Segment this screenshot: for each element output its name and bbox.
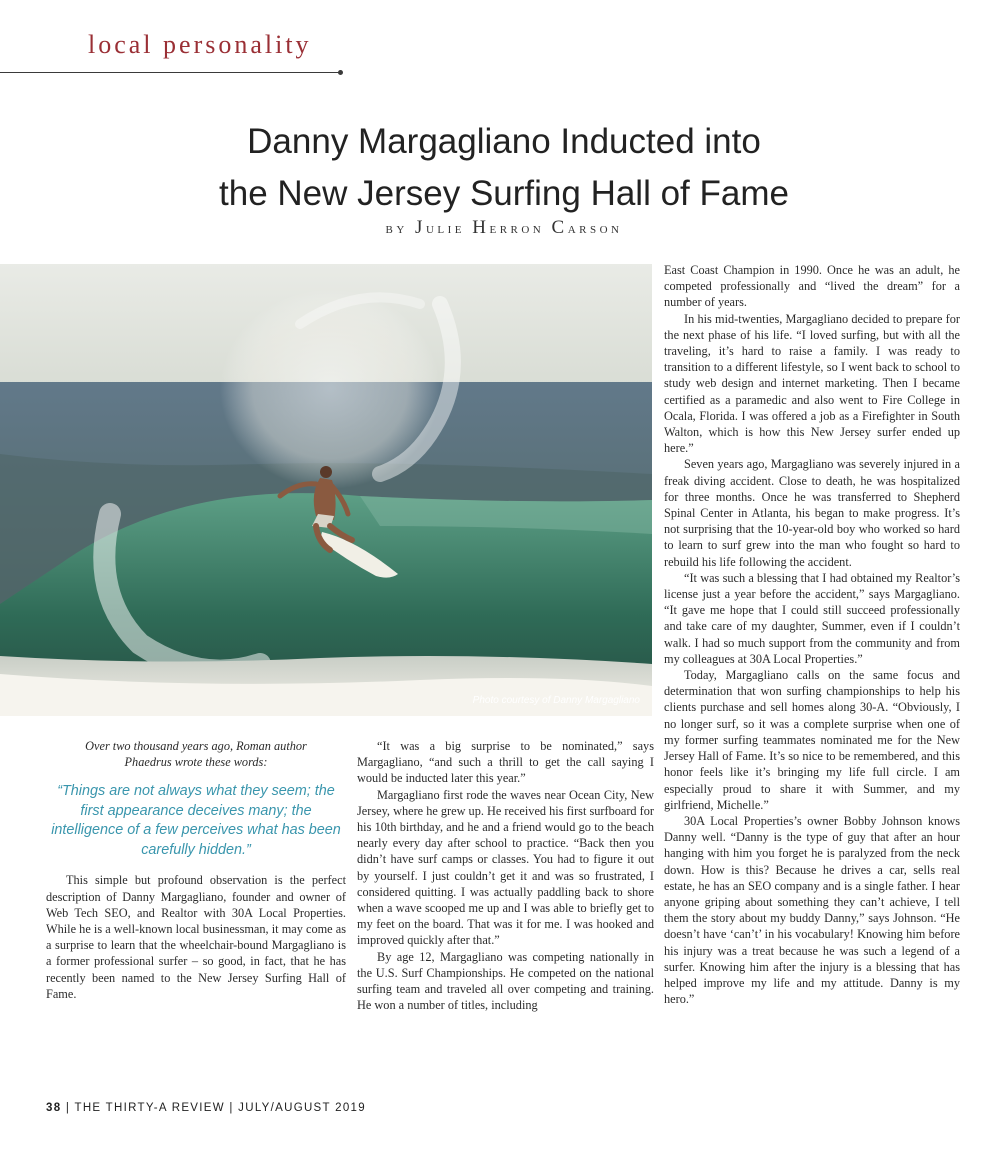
epigraph-intro: Over two thousand years ago, Roman author Phaedrus wrote these words: [85,739,307,770]
article-column-left [46,738,346,1002]
byline-initial: J [415,217,426,238]
pull-quote: “Things are not always what they seem; the first appearance deceives many; the intelligence of a few perceives what has been carefully hidden.” [51,783,341,858]
body-paragraph: “It was a big surprise to be nominated,” says Margagliano, “and such a thrill to get the call saying I would be inducted later this year.” [357,739,654,786]
surfer-photo [0,264,652,716]
byline-by: by [385,221,408,237]
body-paragraph: 30A Local Properties’s owner Bobby Johnson knows Danny well. “Danny is the type of guy that after an hour hanging with him you forget he is paralyzed from the neck down. How is this? Because he drives a car, sells real estate, he has an SEO company and is a single father. I hear anyone griping about something they can’t achieve, I tell them the story about my buddy Danny,” says Johnson. “He doesn’t have ‘can’t’ in his vocabulary! Knowing him before his injury was a treat because he was such a legend of a surfer. Knowing him after the injury is a blessing that has helped improve my life and my attitude. Danny is my hero.” [664,813,960,1007]
section-divider [0,72,340,73]
footer-separator: | [65,1102,71,1114]
body-paragraph-continued: East Coast Champion in 1990. Once he was an adult, he competed professionally and “lived the dream” for a number of years. [664,263,960,310]
body-paragraph: Today, Margagliano calls on the same focus and determination that won surfing championships to help his clients purchase and sell homes along 30-A. “Obviously, I no longer surf, so it was a complete surprise when one of my former surfing teammates nominated me for the New Jersey Hall of Fame. It’s so nice to be remembered, and this honor feels like it’s bringing my life full circle. I am especially proud to share it with Summer, and my girlfriend, Michelle.” [664,668,960,812]
section-label: local personality [88,30,312,59]
byline-initial: H [472,217,490,238]
issue-date: JULY/AUGUST 2019 [238,1102,366,1114]
article-column-middle [357,738,654,1013]
byline-name-part: erron [489,221,545,237]
headline-line-1: Danny Margagliano Inducted into [247,122,761,161]
byline-name-part: arson [567,221,623,237]
article-byline [0,217,1008,239]
article-column-right [664,262,960,1007]
surfer-photo-illustration [0,264,652,716]
body-paragraph: This simple but profound observation is the perfect description of Danny Margagliano, founder and owner of Web Tech SEO, and Realtor with 30A Local Properties. While he is a well-known local businessman, it may come as a surprise to learn that the wheelchair-bound Margagliano is a former professional surfer – so good, in fact, that he has recently been named to the New Jersey Surfing Hall of Fame. [46,873,346,1001]
publication-name: THE THIRTY-A REVIEW [74,1102,225,1114]
photo-credit: Photo courtesy of Danny Margagliano [472,695,640,706]
article-headline [0,116,1008,220]
page-footer [46,1102,366,1114]
byline-initial: C [551,217,568,238]
headline-line-2: the New Jersey Surfing Hall of Fame [219,174,789,213]
page-number: 38 [46,1102,62,1114]
byline-name-part: ulie [425,221,465,237]
body-paragraph: In his mid-twenties, Margagliano decided to prepare for the next phase of his life. “I loved surfing, but with all the traveling, it’s hard to raise a family. I was ready to transition to a different lifestyle, so I went back to school to study web design and internet marketing. Then I became certified as a paramedic and also went to Fire College in Ocala, Florida. I was offered a job as a Firefighter in South Walton, which is how this New Jersey surfer ended up here.” [664,311,960,456]
body-paragraph: Seven years ago, Margagliano was severely injured in a freak diving accident. Close to death, he was hospitalized for three months. Once he was transferred to Shepherd Spinal Center in Atlanta, his began to make progress. It’s not surprising that the 10-year-old boy who worked so hard to learn to surf grew into the man who fought so hard to rebuild his life following the accident. [664,457,960,569]
section-divider-dot [338,70,343,75]
footer-separator: | [229,1102,234,1114]
body-paragraph: By age 12, Margagliano was competing nationally in the U.S. Surf Championships. He competed on the national surfing team and traveled all over competing and training. He won a number of titles, including [357,949,654,1013]
body-paragraph: Margagliano first rode the waves near Ocean City, New Jersey, where he grew up. He received his first surfboard for his 10th birthday, and he and a friend would go to the beach nearly every day after school to practice. “Back then you didn’t have surf camps or classes. You had to figure it out by yourself. I just couldn’t get it and was so frustrated, I considered quitting. I was actually paddling back to shore when a wave scooped me up and I was able to briefly get to my feet on the board. That was it for me. I was hooked and improved quickly after that.” [357,787,654,948]
body-paragraph: “It was such a blessing that I had obtained my Realtor’s license just a year before the accident,” says Margagliano. “It gave me hope that I could still succeed professionally and take care of my daughter, Summer, even if I couldn’t walk. I had so much support from the community and from my colleagues at 30A Local Properties.” [664,570,960,666]
